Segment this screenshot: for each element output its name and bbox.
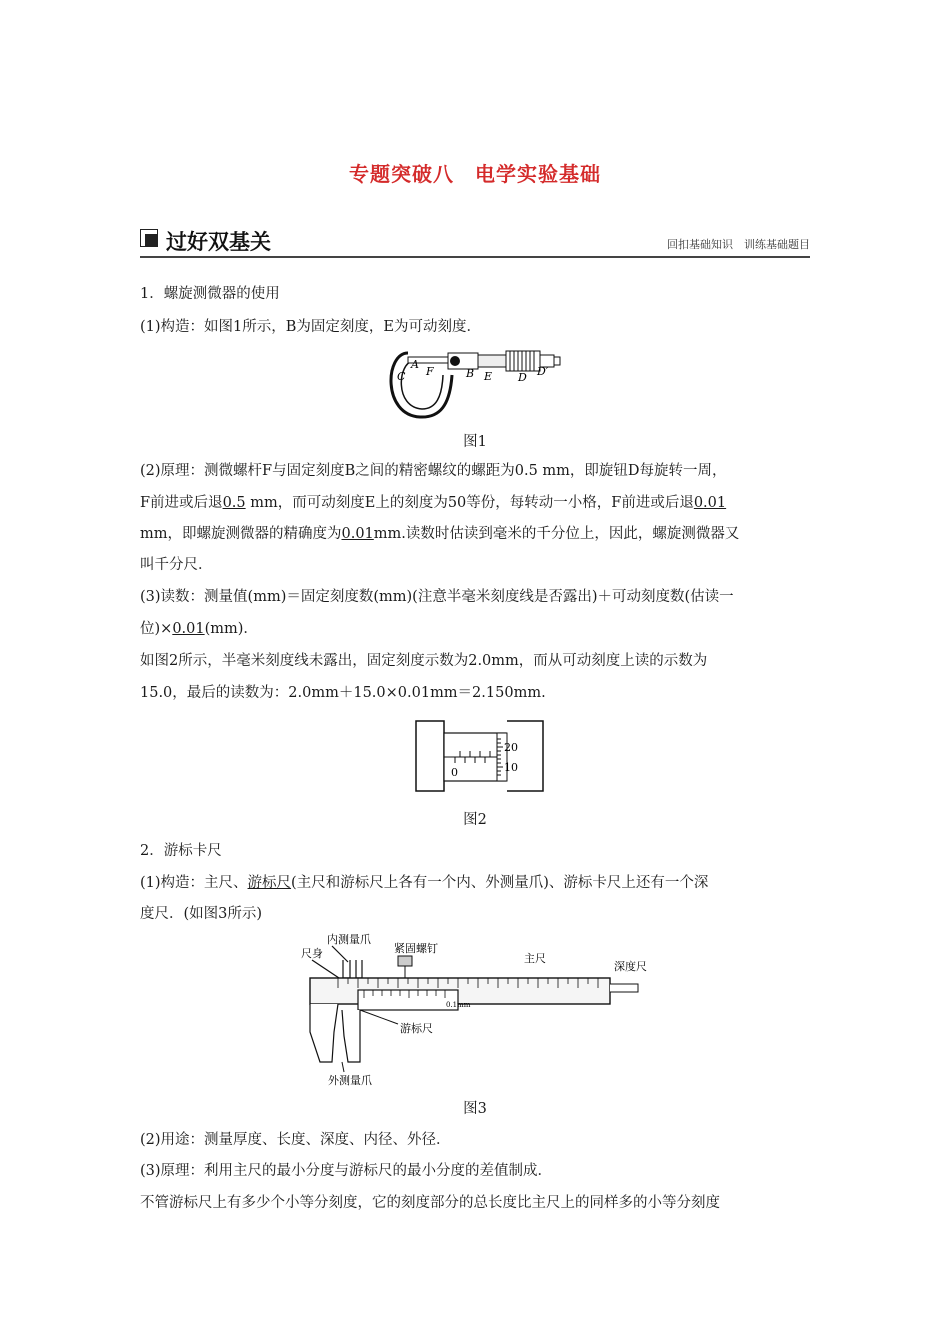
para-vernier-principle: (3)原理：利用主尺的最小分度与游标尺的最小分度的差值制成． (140, 1163, 553, 1179)
fig1-label-E: E (484, 370, 493, 383)
micrometer-figure (380, 345, 570, 425)
fig3-label-precision: 0.1mm (446, 1001, 471, 1009)
fig3-label-outer-jaw: 外测量爪 (328, 1074, 372, 1087)
fig1-label-C: C (397, 370, 406, 383)
section-square-icon (140, 229, 158, 247)
section-subtitle: 回扣基础知识 训练基础题目 (667, 238, 810, 251)
fig1-label-F: F (426, 365, 434, 378)
heading-vernier: 2．游标卡尺 (140, 843, 222, 859)
page-title: 专题突破八 电学实验基础 (349, 162, 601, 186)
para-principle-3: mm，即螺旋测微器的精确度为0.01mm.读数时估读到毫米的千分位上，因此，螺旋测微器又 (140, 526, 740, 542)
para-structure: (1)构造：如图1所示，B为固定刻度，E为可动刻度． (140, 319, 482, 335)
fig1-caption: 图1 (463, 434, 487, 450)
para-reading-1: (3)读数：测量值(mm)＝固定刻度数(mm)(注意半毫米刻度线是否露出)＋可动刻度数(估读一 (140, 589, 734, 605)
para-principle-1: (2)原理：测微螺杆F与固定刻度B之间的精密螺纹的螺距为0.5 mm，即旋钮D每旋转一周， (140, 463, 727, 479)
fig2-caption: 图2 (463, 812, 487, 828)
fig3-label-inner-jaw: 内测量爪 (327, 933, 371, 946)
fig3-label-body: 尺身 (301, 947, 323, 960)
para-vernier-structure-2: 度尺．(如图3所示) (140, 906, 263, 922)
fig2-tick-20: 20 (504, 741, 518, 754)
para-example-1: 如图2所示，半毫米刻度线未露出，固定刻度示数为2.0mm，而从可动刻度上读的示数为 (140, 653, 708, 669)
para-reading-2: 位)×0.01(mm)． (140, 621, 258, 637)
fig3-label-vernier: 游标尺 (400, 1022, 433, 1035)
para-example-2: 15.0，最后的读数为：2.0mm＋15.0×0.01mm＝2.150mm. (140, 685, 546, 701)
fig3-caption: 图3 (463, 1101, 487, 1117)
micrometer-reading-figure (415, 713, 545, 798)
fig2-tick-10: 10 (504, 761, 518, 774)
para-vernier-use: (2)用途：测量厚度、长度、深度、内径、外径． (140, 1132, 451, 1148)
para-vernier-explain: 不管游标尺上有多少个小等分刻度，它的刻度部分的总长度比主尺上的同样多的小等分刻度 (140, 1195, 720, 1211)
fig2-tick-0: 0 (451, 766, 458, 779)
heading-micrometer: 1．螺旋测微器的使用 (140, 286, 280, 302)
fig1-label-D: D (518, 371, 527, 384)
para-principle-2: F前进或后退0.5 mm，而可动刻度E上的刻度为50等份，每转动一小格，F前进或后退0.01 (140, 495, 727, 511)
fig1-label-A: A (411, 358, 419, 371)
para-vernier-structure-1: (1)构造：主尺、游标尺(主尺和游标尺上各有一个内、外测量爪)、游标卡尺上还有一个深 (140, 875, 709, 891)
fig1-label-B: B (466, 367, 475, 380)
fig3-label-screw: 紧固螺钉 (394, 942, 438, 955)
para-principle-4: 叫千分尺． (140, 557, 213, 573)
section-title: 过好双基关 (166, 230, 271, 254)
fig3-label-depth: 深度尺 (614, 960, 647, 973)
fig1-label-D-prime: D′ (537, 365, 549, 378)
fig3-label-main-scale: 主尺 (524, 952, 546, 965)
section-header (140, 226, 810, 258)
vernier-caliper-figure (298, 932, 658, 1092)
